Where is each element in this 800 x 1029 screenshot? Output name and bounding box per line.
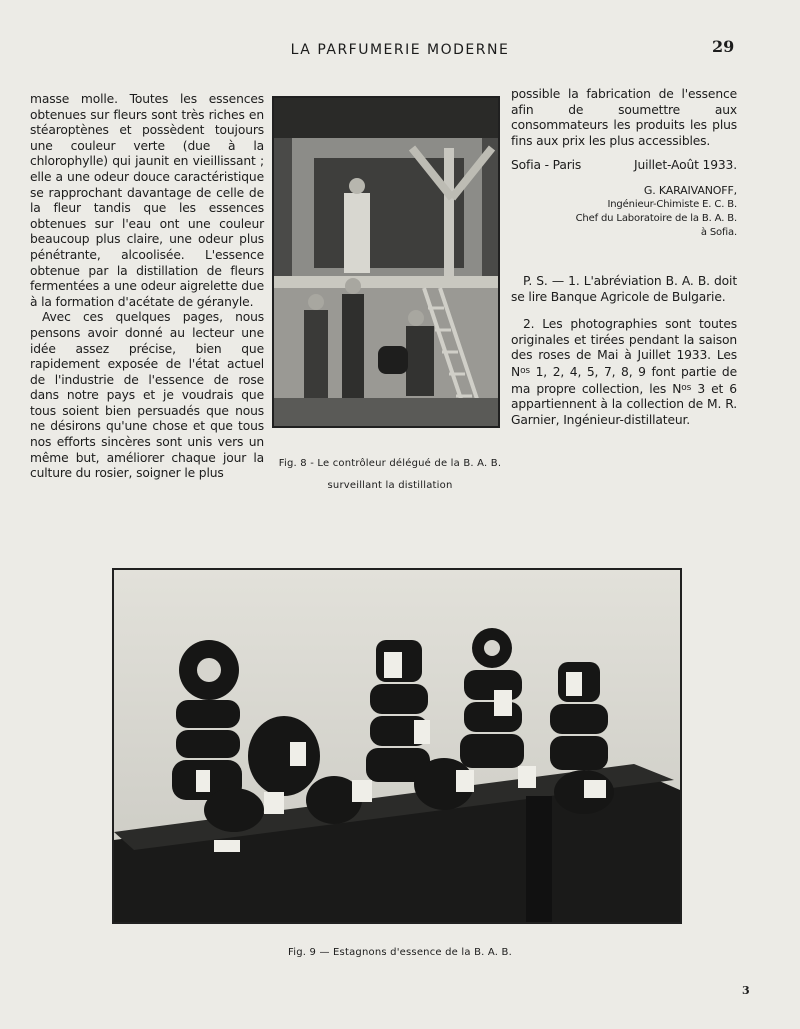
page-number: 29: [712, 37, 735, 56]
left-paragraph-1: masse molle. Toutes les essences obtenues sur fleurs sont très riches en stéaroptènes et possèdent toujours une couleur verte (due à la chlorophylle) qui jaunit en vieillissant ; elle a une odeur douce caractéristique se rapprochant davantage de celle de la fleur tandis que les essences obtenues sur l'eau ont une couleur beaucoup plus claire, une odeur plus pénétrante, alcoolisée. L'essence obtenue par la distillation de fleurs fermentées a une odeur aigrelette due à la formation d'acétate de géranyle.: [30, 92, 264, 309]
estagnons-photo-illustration: [114, 570, 680, 922]
postscript-2-sup-1: os: [520, 365, 530, 376]
signature-title-2: Chef du Laboratoire de la B. A. B.: [575, 212, 737, 224]
right-column: [511, 87, 737, 428]
signature-title-3: à Sofia.: [700, 226, 737, 238]
right-paragraph-1: possible la fabrication de l'essence afin de soumettre aux consommateurs les produits les plus fins aux prix les plus accessibles.: [511, 87, 737, 148]
dateline: [511, 158, 737, 174]
fig8-caption: [272, 453, 508, 497]
postscript-2-part-c: 3 et 6 appartiennent à la collection de M. R. Garnier, Ingénieur-distillateur.: [511, 381, 737, 427]
fig8-caption-line2: surveillant la distillation: [327, 480, 453, 491]
distillation-photo: [272, 96, 500, 428]
left-paragraph-2: Avec ces quelques pages, nous pensons avoir donné au lecteur une idée assez précise, bien que rapidement exposée de l'état actuel de l'industrie de l'essence de rose dans notre pays et je voudrais que tous soient bien persuadés que nous ne désirons qu'une chose et que tous nos efforts sincères sont unis vers un même but, améliorer chaque jour la culture du rosier, soigner le plus: [30, 310, 264, 481]
signature-name: G. KARAIVANOFF,: [643, 183, 737, 197]
signature-block: [511, 184, 737, 240]
left-column: [30, 92, 264, 482]
signature-mark: 3: [742, 984, 750, 997]
postscript-2: [511, 317, 737, 428]
running-title: LA PARFUMERIE MODERNE: [290, 42, 510, 58]
dateline-date: Juillet-Août 1933.: [634, 158, 737, 173]
postscript-1: P. S. — 1. L'abréviation B. A. B. doit se lire Banque Agricole de Bulgarie.: [511, 273, 737, 304]
dateline-place: Sofia - Paris: [511, 158, 582, 173]
signature-title-1: Ingénieur-Chimiste E. C. B.: [607, 198, 737, 210]
postscript-2-part-a: 2. Les photographies sont toutes originales et tirées pendant la saison des roses de Mai à Juillet 1933. Les N: [511, 317, 737, 379]
estagnons-photo: [112, 568, 682, 924]
fig9-caption: Fig. 9 — Estagnons d'essence de la B. A. B.: [288, 947, 512, 958]
postscript-2-part-b: 1, 2, 4, 5, 7, 8, 9 font partie de ma propre collection, les N: [511, 364, 737, 396]
fig8-caption-line1: Fig. 8 - Le contrôleur délégué de la B. A. B.: [278, 458, 502, 469]
distillation-photo-illustration: [274, 98, 498, 426]
postscript-2-sup-2: os: [681, 382, 692, 393]
